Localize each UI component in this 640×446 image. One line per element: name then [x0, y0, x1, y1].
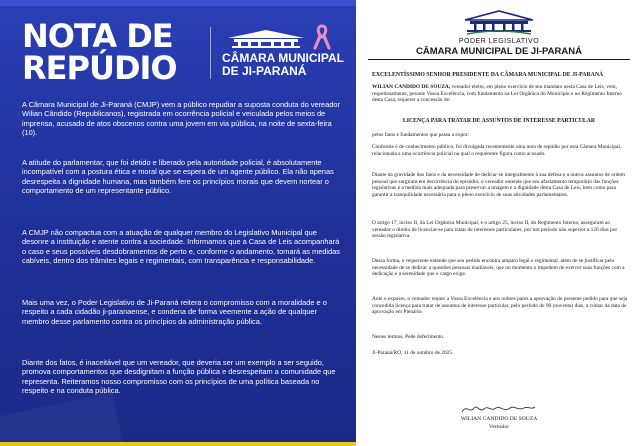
institution-name-line-1: CÂMARA MUNICIPAL: [222, 51, 344, 65]
statement-paragraph: Mais uma vez, o Poder Legislativo de Ji-Paraná reitera o compromisso com a moralidade e o respeito a cada cidadão ji-paranaense, e condena de forma veemente a ação de qualquer membro desse parlamento contra os princípios da administração pública.: [22, 298, 327, 326]
title-line-1: NOTA DE: [22, 17, 173, 55]
document-paragraph: Diante da gravidade dos fatos e da necessidade de dedicar-se integralmente à sua defesa e a outros assuntos de ordem pessoal que surgiram em decorrência do episódio, o vereador entende que seu afastamento temporário das funções legislativas é a medida mais adequada para preservar a imagem e a dignidade desta Casa de Leis, bem como para garantir a tranquilidade necessária para o pleno exercício de suas atividades parlamentares.: [372, 172, 626, 198]
leave-request-document: [358, 0, 640, 446]
header-divider: [368, 59, 630, 60]
document-date: Ji-Paraná/RO, 11 de outubro de 2025.: [372, 350, 454, 356]
document-paragraph: pelos fatos e fundamentos que passa a expor:: [372, 132, 470, 138]
document-recipient: EXCELENTÍSSIMO SENHOR PRESIDENTE DA CÂMARA MUNICIPAL DE JI-PARANÁ: [372, 72, 604, 78]
top-accent-stripe: [0, 0, 356, 6]
pink-ribbon-icon: [313, 24, 331, 50]
title-divider: [210, 27, 211, 79]
chamber-building-logo-icon: [226, 28, 306, 48]
signatory-role: Vereador: [488, 424, 510, 430]
panel-title: [22, 17, 177, 87]
statement-paragraph: Diante dos fatos, é inaceitável que um vereador, que deveria ser um exemplo a ser seguido, promova comportamentos que desdignitam a função pública e desrespeitam a comunidade que representa. Reiteramos nosso compromisso com os princípios de uma política baseada no respeito e na conduta pública.: [22, 358, 336, 396]
signatory-name: WILIAN CANDIDO DE SOUZA: [460, 416, 538, 422]
requester-text: vereador eleito, em pleno exercício de seu mandato nesta Casa de Leis, vem, respeitosamente, perante Vossa Excelência, com fundamento na Lei Orgânica do Município e no Regimento Interno desta Casa, requerer a concessão de:: [372, 84, 622, 104]
document-paragraph: Conforme é de conhecimento público, foi divulgada recentemente uma nota de repúdio por esta Câmara Municipal, relacionada a uma ocorrência policial na qual o requerente figura como acusado.: [372, 144, 622, 157]
signature-icon: [458, 402, 538, 416]
bottom-accent-stripe: [0, 442, 356, 446]
document-header-institution: CÂMARA MUNICIPAL DE JI-PARANÁ: [416, 46, 582, 57]
document-subject: LICENÇA PARA TRATAR DE ASSUNTOS DE INTERESSE PARTICULAR: [402, 118, 596, 124]
statement-paragraph: A CMJP não compactua com a atuação de qualquer membro do Legislativo Municipal que desonre a instituição e atente contra a sociedade. Informamos que a Casa de Leis acompanhará o caso e seus possíveis desdobramentos de perto e, conforme o andamento, tomará as medidas cabíveis, dentro dos trâmites legais e regimentais, com transparência e responsabilidade.: [22, 228, 340, 266]
document-paragraph: Ante o exposto, o vereador requer a Vossa Excelência e aos nobres pares a aprovação do presente pedido para que seja concedida licença para tratar de assuntos de interesse particular, pelo período de 90 (noventa) dias, a contar da data de aprovação em Plenário.: [372, 296, 628, 316]
decorative-shape: [0, 392, 125, 446]
requester-name: WILIAN CANDIDO DE SOUZA,: [372, 84, 451, 90]
document-paragraph: O artigo 17, inciso II, da Lei Orgânica Municipal, e o artigo 25, inciso II, do Regimento Interno, asseguram ao vereador o direito de licenciar-se para tratar de interesses particulares, por um período não superior a 120 dias por sessão legislativa.: [372, 220, 618, 240]
title-line-2: REPÚDIO: [22, 49, 177, 87]
document-header-power: PODER LEGISLATIVO: [458, 38, 540, 45]
chamber-building-logo-icon: [462, 8, 536, 36]
statement-paragraph: A atitude do parlamentar, que foi detido e liberado pela autoridade policial, é absolutamente incompatível com a postura ética e moral que se espera de um agente público. Ela não apenas desrespeita a dignidade humana, mas também fere os princípios morais que devem nortear o comportamento de um representante público.: [22, 158, 334, 196]
document-paragraph: Dessa forma, o requerente entende que seu pedido encontra amparo legal e regimental, além de se justificar pela necessidade de se dedicar a questões pessoais inadiáveis, que no momento o impedem de exercer suas funções com a dedicação e a serenidade que o cargo exige.: [372, 258, 625, 278]
document-closing: Nestes termos, Pede deferimento.: [372, 334, 445, 340]
requester-paragraph: [372, 84, 628, 104]
institution-name-line-2: DE JI-PARANÁ: [222, 64, 307, 78]
statement-paragraph: A Câmara Municipal de Ji-Paraná (CMJP) vem a público repudiar a suposta conduta do vereador Wilian Cândido (Republicanos), registrada em ocorrência policial e veiculada pelos meios de imprensa, acusado de atos obscenos contra uma jovem em via pública, na noite de sexta-feira (10).: [22, 100, 340, 138]
